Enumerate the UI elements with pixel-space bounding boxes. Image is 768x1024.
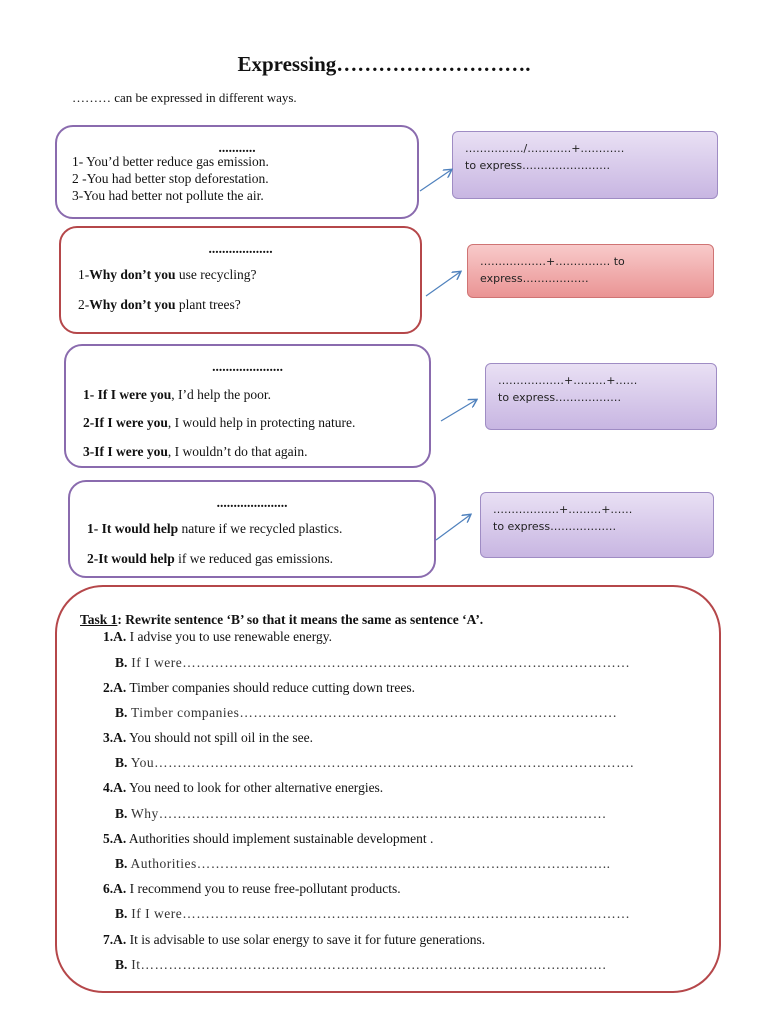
sentence-b[interactable]: B. Why…………………………………………………………………………………… <box>115 806 607 821</box>
sentence-b[interactable]: B. You…………………………………………………………………………………………. <box>115 755 635 770</box>
sentence-a: 2.A. Timber companies should reduce cutting down trees. <box>103 680 415 695</box>
structure-purpose: to express…………………… <box>465 159 611 173</box>
sentence-b[interactable]: B. If I were…………………………………………………………………………………… <box>115 655 631 670</box>
sentence-a: 7.A. It is advisable to use solar energy to save it for future generations. <box>103 932 486 947</box>
example-line: 2-If I were you, I would help in protecting nature. <box>83 415 356 430</box>
example-line: 2-Why don’t you plant trees? <box>78 297 241 312</box>
structure-formula: ………………+………+…… <box>493 503 633 516</box>
structure-formula: ……………./…………+………… <box>465 142 625 155</box>
example-line: 2-It would help if we reduced gas emissions. <box>87 551 333 566</box>
sentence-a: 6.A. I recommend you to reuse free-pollutant products. <box>103 881 401 896</box>
page-title: Expressing………………………. <box>237 52 531 76</box>
example-line: 1- If I were you, I’d help the poor. <box>83 387 271 402</box>
sentence-a: 4.A. You need to look for other alternative energies. <box>103 780 384 795</box>
structure-formula: ………………+…………… to <box>480 255 625 268</box>
sentence-a: 1.A. I advise you to use renewable energy. <box>103 629 333 644</box>
intro-text: ……… can be expressed in different ways. <box>72 90 297 105</box>
example-line: 1- You’d better reduce gas emission. <box>72 154 269 169</box>
example-line: 3-If I were you, I wouldn’t do that again. <box>83 444 308 459</box>
example-box-heading: ........... <box>218 140 256 155</box>
sentence-b[interactable]: B. It………………………………………………………………………………………. <box>115 957 607 972</box>
structure-purpose: express……………… <box>480 272 589 286</box>
example-line: 3-You had better not pollute the air. <box>72 188 264 203</box>
sentence-b[interactable]: B. If I were…………………………………………………………………………………… <box>115 906 631 921</box>
arrow-icon <box>426 272 460 296</box>
example-line: 1- It would help nature if we recycled plastics. <box>87 521 343 536</box>
structure-formula: ………………+………+…… <box>498 374 638 387</box>
sentence-b[interactable]: B. Timber companies……………………………………………………………………… <box>115 705 618 720</box>
arrow-icon <box>420 170 451 191</box>
example-line: 2 -You had better stop deforestation. <box>72 171 269 186</box>
structure-purpose: to express……………… <box>498 391 622 405</box>
arrow-icon <box>436 515 470 540</box>
sentence-a: 3.A. You should not spill oil in the see. <box>103 730 314 745</box>
sentence-b[interactable]: B. Authorities…………………………………………………………………………….. <box>115 856 611 871</box>
example-line: 1-Why don’t you use recycling? <box>78 267 257 282</box>
structure-purpose: to express……………… <box>493 520 617 534</box>
arrow-icon <box>441 400 476 421</box>
task-title: Task 1: Rewrite sentence ‘B’ so that it means the same as sentence ‘A’. <box>80 612 484 627</box>
example-box-heading: ................... <box>208 241 273 256</box>
sentence-a: 5.A. Authorities should implement sustainable development . <box>103 831 434 846</box>
example-box-heading: ..................... <box>216 495 288 510</box>
example-box-heading: ..................... <box>212 359 283 374</box>
